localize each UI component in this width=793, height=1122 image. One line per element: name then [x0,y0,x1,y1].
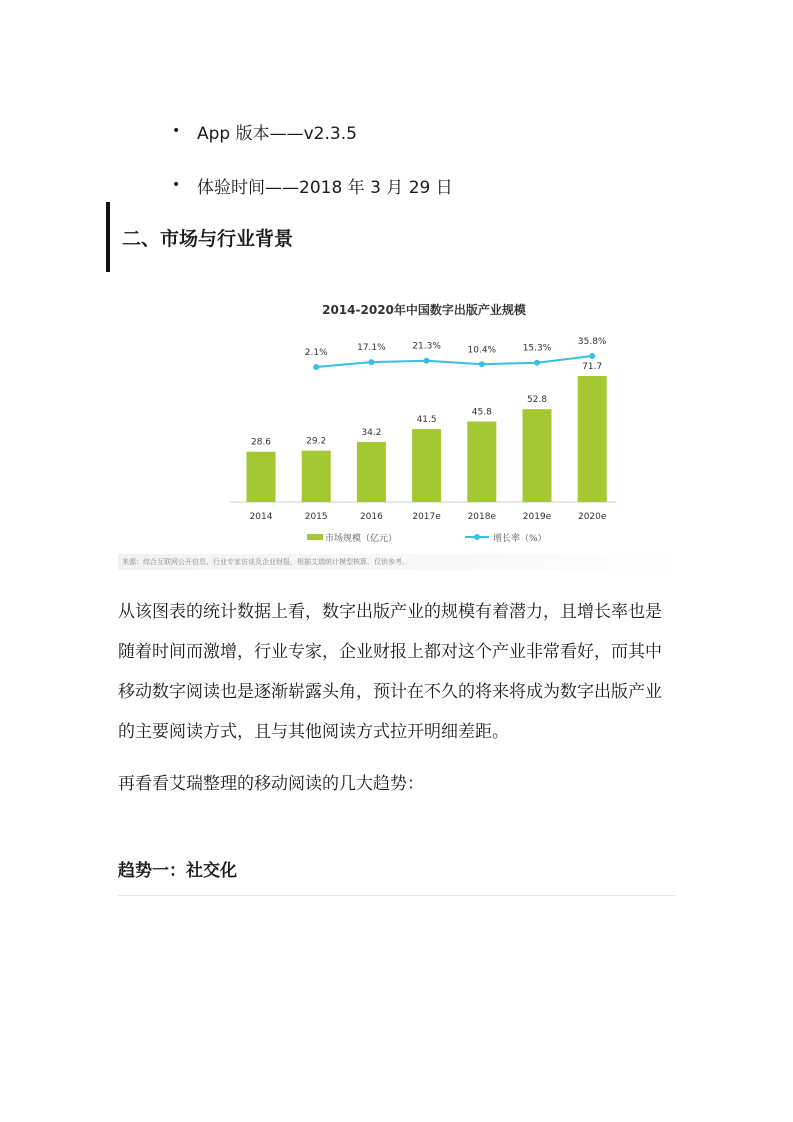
bullet-dot-icon: • [172,177,181,193]
x-tick-label: 2017e [412,512,441,522]
x-tick-label: 2014 [249,512,273,522]
bar-value-label: 52.8 [526,395,548,406]
line-point [479,361,485,367]
bar-value-label: 34.2 [361,427,382,438]
line-point [368,359,374,365]
bullet-list [172,104,453,212]
paragraph: 从该图表的统计数据上看，数字出版产业的规模有着潜力，且增长率也是随着时间而激增，行业专家，企业财报上都对这个产业非常看好，而其中移动数字阅读也是逐渐崭露头角，预计在不久的将来将成为数字出版产业的主要阅读方式，且与其他阅读方式拉开明细差距。 [118,602,662,742]
line-point [424,358,430,364]
line-value-label: 2.1% [304,348,328,358]
bullet-text: App 版本——v2.3.5 [197,123,357,144]
bar [302,451,331,502]
line-value-label: 21.3% [412,341,441,352]
divider [118,895,676,896]
bar-value-label: 28.6 [250,437,272,448]
x-tick-label: 2015 [304,512,328,522]
x-tick-label: 2018e [467,512,497,522]
bar-value-label: 71.7 [582,362,603,372]
bar [467,422,496,502]
line-layer [305,337,607,370]
bar [578,376,607,502]
bars-layer [247,362,607,522]
bar [412,429,441,502]
bar-value-label: 29.2 [306,436,327,447]
legend-line-label: 增长率（%） [493,534,547,544]
bar [247,452,276,502]
line-value-label: 35.8% [577,337,607,347]
bar [523,409,552,502]
growth-rate-line [316,356,592,367]
section-heading: 二、市场与行业背景 [106,202,293,272]
x-tick-label: 2019e [522,512,552,522]
chart-title: 2014-2020年中国数字出版产业规模 [322,303,526,317]
line-value-label: 15.3% [522,343,552,354]
line-point [589,353,595,359]
line-point [534,360,540,366]
bar-value-label: 45.8 [471,407,492,418]
chart-svg [118,288,680,554]
legend-line-marker [474,534,480,540]
line-value-label: 17.1% [357,343,386,354]
trend-heading: 趋势一：社交化 [118,861,237,881]
legend [307,532,547,544]
bar-value-label: 41.5 [416,415,437,426]
chart-figure [118,288,680,570]
bullet-text: 体验时间——2018 年 3 月 29 日 [197,177,453,198]
x-tick-label: 2016 [359,512,383,522]
line-point [313,364,319,370]
legend-bar-label: 市场规模（亿元） [325,534,398,544]
paragraph: 再看看艾瑞整理的移动阅读的几大趋势： [118,774,424,794]
chart-source-note: 来源：综合互联网公开信息、行业专家访谈及企业财报，根据艾瑞统计模型核算，仅供参考。 [118,554,680,570]
bar [357,442,386,502]
legend-bar-swatch [307,534,323,540]
line-value-label: 10.4% [467,345,497,356]
bullet-dot-icon: • [172,123,181,139]
article-body [118,592,678,804]
x-tick-label: 2020e [577,512,607,522]
bullet-item [172,104,453,158]
